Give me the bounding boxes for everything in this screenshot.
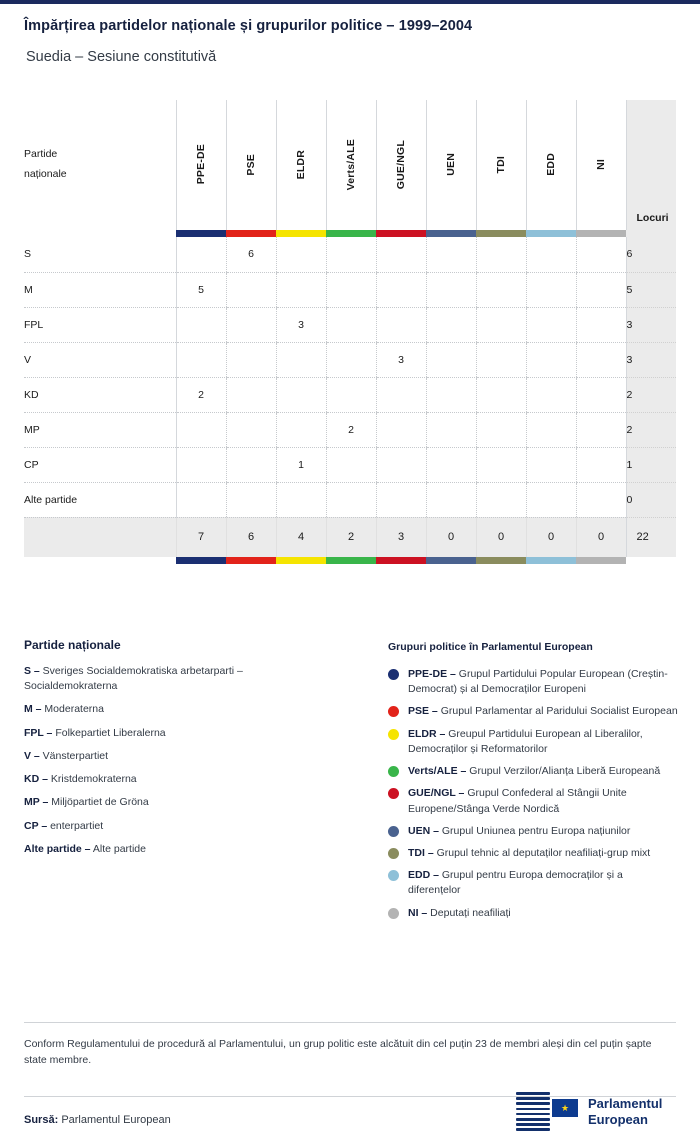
color-bar-spacer-bottom [626,557,676,564]
table-row [24,377,676,412]
grand-total: 22 [626,517,676,557]
logo-text [588,1096,662,1129]
total-edd: 0 [526,517,576,557]
total-gue-ngl: 3 [376,517,426,557]
cell-alte-partide-pse [226,482,276,517]
color-swatch-uen [426,230,476,237]
total-uen: 0 [426,517,476,557]
color-swatch-bottom-gue-ngl [376,557,426,564]
row-seats: 3 [626,342,676,377]
row-label: FPL [24,307,176,342]
political-group-item: GUE/NGL – Grupul Confederal al Stângii Unite Europene/Stânga Verde Nordică [388,786,678,816]
cell-alte-partide-edd [526,482,576,517]
cell-cp-uen [426,447,476,482]
page-title: Împărțirea partidelor naționale și grupurilor politice – 1999–2004 [24,18,473,34]
page-subtitle: Suedia – Sesiune constitutivă [26,49,217,65]
political-group-item: EDD – Grupul pentru Europa democraților și a diferențelor [388,868,678,898]
cell-v-tdi [476,342,526,377]
cell-cp-ppe-de [176,447,226,482]
table-row [24,342,676,377]
cell-v-eldr [276,342,326,377]
cell-mp-pse [226,412,276,447]
cell-fpl-uen [426,307,476,342]
cell-kd-verts-ale [326,377,376,412]
color-bar-spacer [626,230,676,237]
column-header-eldr: ELDR [276,100,326,230]
cell-kd-pse [226,377,276,412]
cell-cp-tdi [476,447,526,482]
row-label: CP [24,447,176,482]
column-header-tdi: TDI [476,100,526,230]
national-party-item: KD – Kristdemokraterna [24,773,137,786]
group-color-bar-bottom [24,557,676,564]
color-swatch-bottom-uen [426,557,476,564]
column-header-gue-ngl: GUE/NGL [376,100,426,230]
legend-groups-title: Grupuri politice în Parlamentul European [388,641,593,653]
national-party-item: Alte partide – Alte partide [24,842,146,855]
cell-v-ni [576,342,626,377]
color-swatch-bottom-verts-ale [326,557,376,564]
row-seats: 0 [626,482,676,517]
cell-s-gue-ngl [376,237,426,272]
table-totals-row [24,517,676,557]
row-axis-title: Partide naționale [24,148,67,180]
total-tdi: 0 [476,517,526,557]
cell-mp-uen [426,412,476,447]
national-party-item: MP – Miljöpartiet de Gröna [24,796,149,809]
logo-line2: European [588,1112,648,1128]
cell-mp-edd [526,412,576,447]
cell-s-tdi [476,237,526,272]
row-label: Alte partide [24,482,176,517]
national-party-item: S – Sveriges Socialdemokratiska arbetarparti – Socialdemokraterna [24,665,243,693]
cell-kd-ppe-de: 2 [176,377,226,412]
row-label: V [24,342,176,377]
color-swatch-eldr [276,230,326,237]
cell-m-tdi [476,272,526,307]
color-swatch-bottom-tdi [476,557,526,564]
row-seats: 6 [626,237,676,272]
cell-cp-verts-ale [326,447,376,482]
cell-m-ni [576,272,626,307]
cell-s-uen [426,237,476,272]
cell-m-edd [526,272,576,307]
color-swatch-edd [526,230,576,237]
cell-v-edd [526,342,576,377]
table-row [24,272,676,307]
total-verts-ale: 2 [326,517,376,557]
row-label: MP [24,412,176,447]
column-header-uen: UEN [426,100,476,230]
group-color-bar-top [24,230,676,237]
column-header-ni: NI [576,100,626,230]
cell-s-pse: 6 [226,237,276,272]
cell-kd-edd [526,377,576,412]
cell-alte-partide-gue-ngl [376,482,426,517]
row-label: M [24,272,176,307]
national-party-item: M – Moderaterna [24,703,104,716]
total-ppe-de: 7 [176,517,226,557]
distribution-table [24,100,676,564]
cell-alte-partide-tdi [476,482,526,517]
logo-bars-icon [516,1092,550,1124]
national-party-item: V – Vänsterpartiet [24,749,109,762]
cell-cp-ni [576,447,626,482]
cell-alte-partide-ppe-de [176,482,226,517]
group-color-dot-icon [388,729,399,740]
column-header-pse: PSE [226,100,276,230]
table-row [24,482,676,517]
cell-alte-partide-uen [426,482,476,517]
top-accent-bar [0,0,700,4]
political-group-item: Verts/ALE – Grupul Verzilor/Alianța Liberă Europeană [388,764,678,779]
total-eldr: 4 [276,517,326,557]
legend-political-groups [388,641,678,928]
table-row [24,307,676,342]
table [24,100,676,564]
legend-national-title: Partide naționale [24,638,121,652]
totals-label [24,517,176,557]
political-group-item: UEN – Grupul Uniunea pentru Europa națiunilor [388,824,678,839]
row-seats: 5 [626,272,676,307]
cell-cp-pse [226,447,276,482]
cell-v-pse [226,342,276,377]
total-ni: 0 [576,517,626,557]
color-swatch-verts-ale [326,230,376,237]
political-group-item: PPE-DE – Grupul Partidului Popular European (Creștin-Democrat) și al Democraților Europeni [388,667,678,697]
group-color-dot-icon [388,848,399,859]
color-swatch-pse [226,230,276,237]
table-row [24,412,676,447]
divider-note [24,1022,676,1023]
cell-fpl-gue-ngl [376,307,426,342]
table-row [24,447,676,482]
source-line [24,1114,171,1126]
cell-alte-partide-eldr [276,482,326,517]
political-group-item: PSE – Grupul Parlamentar al Paridului Socialist European [388,704,678,719]
group-color-dot-icon [388,908,399,919]
cell-m-verts-ale [326,272,376,307]
cell-mp-tdi [476,412,526,447]
cell-v-gue-ngl: 3 [376,342,426,377]
cell-cp-eldr: 1 [276,447,326,482]
logo-line1: Parlamentul [588,1096,663,1111]
parliament-logo [516,1086,676,1132]
cell-v-uen [426,342,476,377]
group-color-dot-icon [388,870,399,881]
cell-fpl-ppe-de [176,307,226,342]
cell-fpl-eldr: 3 [276,307,326,342]
cell-kd-uen [426,377,476,412]
cell-fpl-verts-ale [326,307,376,342]
table-header-row [24,100,676,230]
cell-fpl-tdi [476,307,526,342]
cell-m-pse [226,272,276,307]
group-color-dot-icon [388,706,399,717]
row-seats: 1 [626,447,676,482]
cell-kd-tdi [476,377,526,412]
color-swatch-bottom-ppe-de [176,557,226,564]
cell-mp-verts-ale: 2 [326,412,376,447]
cell-m-uen [426,272,476,307]
cell-v-ppe-de [176,342,226,377]
color-swatch-ppe-de [176,230,226,237]
cell-m-ppe-de: 5 [176,272,226,307]
row-seats: 2 [626,377,676,412]
political-group-item: ELDR – Greupul Partidului European al Liberalilor, Democraților și Reformatorilor [388,727,678,757]
column-header-verts-ale: Verts/ALE [326,100,376,230]
cell-s-ni [576,237,626,272]
eu-flag-icon: ★ [552,1099,578,1117]
source-label: Sursă: [24,1114,59,1126]
national-party-item: FPL – Folkepartiet Liberalerna [24,726,166,739]
source-value: Parlamentul European [61,1114,171,1126]
footnote: Conform Regulamentului de procedură al Parlamentului, un grup politic este alcătuit din cel puțin 23 de membri aleși din cel puțin șapte state membre. [24,1038,652,1067]
row-seats: 2 [626,412,676,447]
total-pse: 6 [226,517,276,557]
cell-mp-ppe-de [176,412,226,447]
group-color-dot-icon [388,788,399,799]
cell-fpl-edd [526,307,576,342]
cell-alte-partide-verts-ale [326,482,376,517]
cell-kd-gue-ngl [376,377,426,412]
legend-national-parties [24,638,324,865]
color-swatch-bottom-pse [226,557,276,564]
political-group-item: NI – Deputați neafiliați [388,906,678,921]
cell-mp-gue-ngl [376,412,426,447]
group-color-dot-icon [388,669,399,680]
cell-alte-partide-ni [576,482,626,517]
cell-s-eldr [276,237,326,272]
group-color-dot-icon [388,766,399,777]
cell-m-gue-ngl [376,272,426,307]
cell-mp-ni [576,412,626,447]
color-swatch-tdi [476,230,526,237]
seats-column-header: Locuri [626,100,676,230]
color-swatch-bottom-eldr [276,557,326,564]
cell-s-verts-ale [326,237,376,272]
cell-kd-ni [576,377,626,412]
cell-s-edd [526,237,576,272]
color-swatch-ni [576,230,626,237]
cell-mp-eldr [276,412,326,447]
cell-cp-edd [526,447,576,482]
political-group-item: TDI – Grupul tehnic al deputaților neafiliați-grup mixt [388,846,678,861]
cell-m-eldr [276,272,326,307]
cell-kd-eldr [276,377,326,412]
color-swatch-bottom-ni [576,557,626,564]
row-label: KD [24,377,176,412]
cell-fpl-ni [576,307,626,342]
row-label: S [24,237,176,272]
cell-fpl-pse [226,307,276,342]
table-row [24,237,676,272]
cell-v-verts-ale [326,342,376,377]
national-party-item: CP – enterpartiet [24,819,104,832]
cell-cp-gue-ngl [376,447,426,482]
color-swatch-gue-ngl [376,230,426,237]
cell-s-ppe-de [176,237,226,272]
column-header-ppe-de: PPE-DE [176,100,226,230]
group-color-dot-icon [388,826,399,837]
row-seats: 3 [626,307,676,342]
color-swatch-bottom-edd [526,557,576,564]
column-header-edd: EDD [526,100,576,230]
